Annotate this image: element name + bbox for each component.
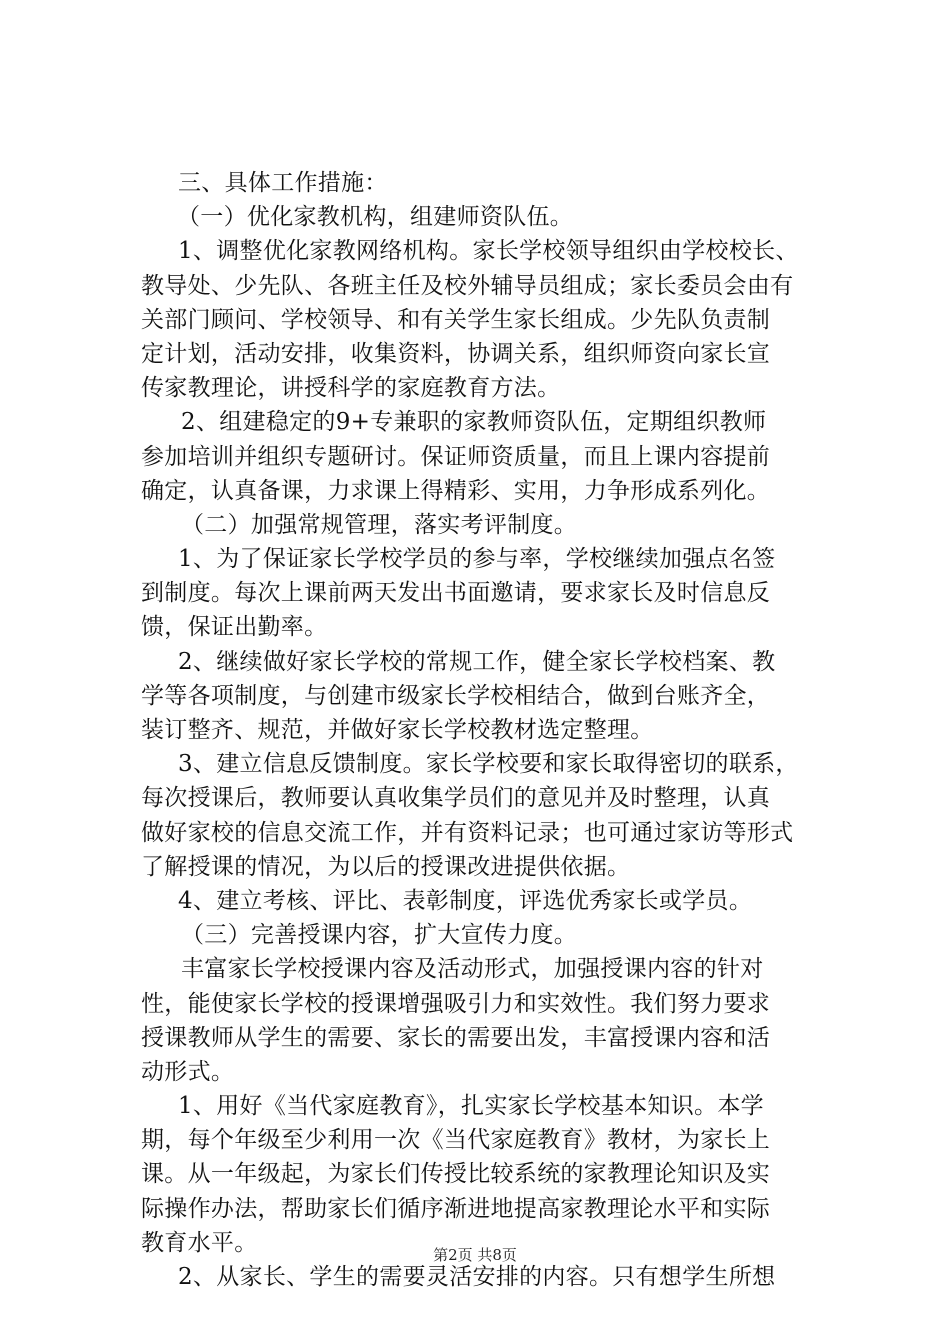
- paragraph-line: 性，能使家长学校的授课增强吸引力和实效性。我们努力要求: [141, 990, 771, 1017]
- paragraph-line: 确定，认真备课，力求课上得精彩、实用，力争形成系列化。: [141, 477, 771, 504]
- paragraph-line: 课。从一年级起，为家长们传授比较系统的家教理论知识及实: [141, 1161, 771, 1188]
- paragraph-line: 动形式。: [141, 1058, 235, 1085]
- paragraph-line: 期，每个年级至少利用一次《当代家庭教育》教材，为家长上: [141, 1127, 771, 1154]
- paragraph-line: 装订整齐、规范，并做好家长学校教材选定整理。: [141, 717, 654, 743]
- paragraph-line: 2、继续做好家长学校的常规工作，健全家长学校档案、教: [178, 648, 776, 675]
- paragraph-line: 教导处、少先队、各班主任及校外辅导员组成；家长委员会由有: [141, 272, 794, 299]
- subsection-heading: （一）优化家教机构，组建师资队伍。: [177, 204, 574, 231]
- paragraph-line: 学等各项制度，与创建市级家长学校相结合，做到台账齐全，: [141, 682, 771, 709]
- paragraph-line: 丰富家长学校授课内容及活动形式，加强授课内容的针对: [181, 956, 764, 983]
- subsection-heading: （三）完善授课内容，扩大宣传力度。: [181, 922, 578, 949]
- paragraph-line: 3、建立信息反馈制度。家长学校要和家长取得密切的联系，: [178, 751, 799, 778]
- paragraph-line: 1、为了保证家长学校学员的参与率，学校继续加强点名签: [178, 546, 776, 573]
- paragraph-line: 授课教师从学生的需要、家长的需要出发，丰富授课内容和活: [141, 1024, 771, 1051]
- paragraph-line: 每次授课后，教师要认真收集学员们的意见并及时整理，认真: [141, 785, 771, 812]
- paragraph-line: 4、建立考核、评比、表彰制度，评选优秀家长或学员。: [178, 887, 753, 914]
- section-heading: 三、具体工作措施：: [178, 170, 388, 196]
- paragraph-line: 1、用好《当代家庭教育》，扎实家长学校基本知识。本学: [178, 1093, 764, 1120]
- page-number-footer: 第2页 共8页: [433, 1246, 517, 1264]
- paragraph-line: 参加培训并组织专题研讨。保证师资质量，而且上课内容提前: [141, 443, 771, 470]
- paragraph-line: 2、组建稳定的9+专兼职的家教师资队伍，定期组织教师: [181, 409, 767, 436]
- paragraph-line: 到制度。每次上课前两天发出书面邀请，要求家长及时信息反: [141, 580, 771, 607]
- paragraph-line: 传家教理论，讲授科学的家庭教育方法。: [141, 375, 561, 402]
- paragraph-line: 1、调整优化家教网络机构。家长学校领导组织由学校校长、: [178, 238, 799, 265]
- document-body: [141, 166, 836, 1294]
- paragraph-line: 2、从家长、学生的需要灵活安排的内容。只有想学生所想: [178, 1264, 776, 1290]
- paragraph-line: 了解授课的情况，为以后的授课改进提供依据。: [141, 853, 631, 880]
- paragraph-line: 关部门顾问、学校领导、和有关学生家长组成。少先队负责制: [141, 306, 771, 333]
- subsection-heading: （二）加强常规管理，落实考评制度。: [181, 511, 578, 538]
- paragraph-line: 际操作办法，帮助家长们循序渐进地提高家教理论水平和实际: [141, 1195, 771, 1222]
- paragraph-line: 馈，保证出勤率。: [141, 614, 328, 641]
- paragraph-line: 教育水平。: [141, 1229, 258, 1256]
- paragraph-line: 做好家校的信息交流工作，并有资料记录；也可通过家访等形式: [141, 819, 794, 846]
- paragraph-line: 定计划，活动安排，收集资料，协调关系，组织师资向家长宣: [141, 340, 771, 367]
